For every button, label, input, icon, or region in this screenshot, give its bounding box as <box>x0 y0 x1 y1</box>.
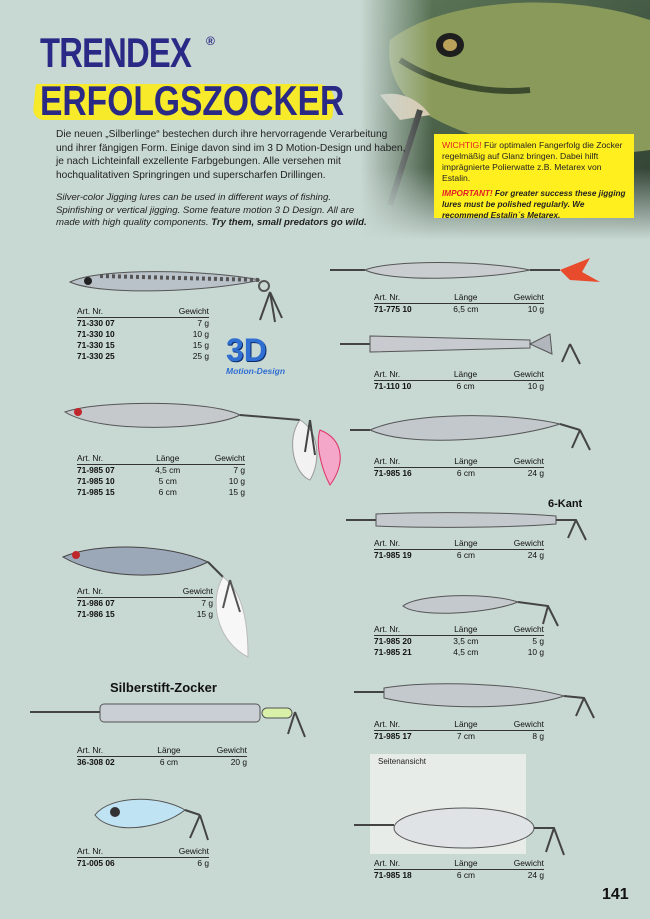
table-row <box>77 598 213 610</box>
table-row <box>77 609 213 620</box>
art-nr-cell: 71-985 16 <box>374 468 412 478</box>
laenge-cell: 6,5 cm <box>453 304 479 314</box>
th-laenge: Länge <box>147 745 190 757</box>
notice-de-body: Für optimalen Fangerfolg die Zocker regelmäßig auf Glanz bringen. Dabei hilft imprägnierte Polierwatte z.B. Metarex von Estalin. <box>442 140 623 183</box>
gewicht-cell: 10 g <box>527 381 544 391</box>
gewicht-cell: 7 g <box>197 318 209 328</box>
table-row <box>374 550 544 562</box>
table-row <box>77 757 247 769</box>
gewicht-cell: 10 g <box>527 647 544 657</box>
art-nr-cell: 71-985 20 <box>374 636 412 646</box>
label-silberstift-zocker: Silberstift-Zocker <box>110 680 217 695</box>
laenge-cell: 6 cm <box>456 550 476 560</box>
gewicht-cell: 24 g <box>527 550 544 560</box>
spec-table-71-985-18 <box>374 858 544 881</box>
th-gewicht: Gewicht <box>488 719 544 731</box>
th-gewicht: Gewicht <box>487 369 544 381</box>
th-gewicht: Gewicht <box>489 624 544 636</box>
art-nr-cell: 71-330 15 <box>77 340 115 350</box>
notice-box <box>434 134 634 218</box>
th-laenge: Länge <box>145 453 190 465</box>
th-art: Art. Nr. <box>77 453 145 465</box>
brand-logo: TRENDEX <box>40 29 192 76</box>
intro-german: Die neuen „Silberlinge“ bestechen durch ihre hervorragende Verarbeitung und ihrer fängigen Form. Einige davon sind im 3 D Motion-Design und haben, je nach Lichteinfall exzellente Farbgebungen. Alle versehen mit hochqualitativen Springringen und superscharfen Drillingen. <box>56 129 406 181</box>
gewicht-cell: 15 g <box>228 487 245 497</box>
lure-71-985-16-image <box>350 410 600 450</box>
spec-table-71-985-a <box>77 453 245 498</box>
art-nr-cell: 71-986 07 <box>77 598 115 608</box>
th-art: Art. Nr. <box>374 456 444 468</box>
art-nr-cell: 71-330 07 <box>77 318 115 328</box>
table-row <box>77 487 245 498</box>
th-art: Art. Nr. <box>374 719 444 731</box>
side-view-label: Seitenansicht <box>378 757 427 766</box>
th-gewicht: Gewicht <box>488 456 544 468</box>
lure-36-308-image <box>30 702 310 742</box>
spec-table-71-775 <box>374 292 544 315</box>
table-row <box>77 318 209 330</box>
art-nr-cell: 71-330 10 <box>77 329 115 339</box>
label-6-kant: 6-Kant <box>548 498 583 510</box>
th-laenge: Länge <box>444 719 487 731</box>
table-row <box>77 351 209 362</box>
badge-motion-text: Motion-Design <box>226 366 286 376</box>
table-row <box>374 870 544 882</box>
table-row <box>77 340 209 351</box>
table-row <box>374 381 544 393</box>
laenge-cell: 6 cm <box>158 487 177 497</box>
laenge-cell: 5 cm <box>158 476 177 486</box>
table-row <box>374 468 544 480</box>
gewicht-cell: 6 g <box>197 858 209 868</box>
laenge-cell: 7 cm <box>456 731 476 741</box>
table-row <box>77 329 209 340</box>
spec-table-71-985-16 <box>374 456 544 479</box>
gewicht-cell: 10 g <box>192 329 209 339</box>
intro-english <box>56 192 376 230</box>
th-art: Art. Nr. <box>374 858 444 870</box>
page-number: 141 <box>602 886 629 903</box>
th-gewicht: Gewicht <box>489 292 544 304</box>
th-art: Art. Nr. <box>374 624 443 636</box>
spec-table-71-985-20 <box>374 624 544 658</box>
th-art: Art. Nr. <box>374 292 443 304</box>
art-nr-cell: 71-985 18 <box>374 870 412 880</box>
th-art: Art. Nr. <box>77 586 152 598</box>
th-gewicht: Gewicht <box>150 306 209 318</box>
gewicht-cell: 10 g <box>527 304 544 314</box>
table-row <box>77 465 245 477</box>
gewicht-cell: 15 g <box>196 609 213 619</box>
gewicht-cell: 7 g <box>233 465 245 475</box>
art-nr-cell: 71-985 07 <box>77 465 115 475</box>
lure-71-775-image <box>330 258 600 290</box>
badge-3d-text: 3D <box>226 332 267 368</box>
th-laenge: Länge <box>444 369 488 381</box>
art-nr-cell: 36-308 02 <box>77 757 115 767</box>
th-art: Art. Nr. <box>374 369 444 381</box>
gewicht-cell: 8 g <box>532 731 544 741</box>
art-nr-cell: 71-985 17 <box>374 731 412 741</box>
gewicht-cell: 15 g <box>192 340 209 350</box>
art-nr-cell: 71-985 15 <box>77 487 115 497</box>
page-title: ERFOLGSZOCKER <box>40 77 345 124</box>
intro-english-text: Silver-color Jigging lures can be used in different ways of fishing. Spinfishing or vertical jigging. Some feature motion 3 D Design. All are made with high quality components. <box>56 192 355 228</box>
art-nr-cell: 71-110 10 <box>374 381 412 391</box>
th-gewicht: Gewicht <box>488 858 544 870</box>
gewicht-cell: 20 g <box>230 757 247 767</box>
th-art: Art. Nr. <box>77 846 150 858</box>
th-art: Art. Nr. <box>374 538 444 550</box>
notice-en-body: For greater success these jigging lures must be polished regularly. We recommend Estalin´s Metarex. <box>442 189 626 220</box>
gewicht-cell: 24 g <box>527 468 544 478</box>
gewicht-cell: 24 g <box>527 870 544 880</box>
lure-71-985-19-image <box>346 508 596 540</box>
table-row <box>77 858 209 870</box>
spec-table-71-985-17 <box>374 719 544 742</box>
table-row <box>374 731 544 743</box>
intro-english-bold: Try them, small predators go wild. <box>211 217 367 228</box>
spec-table-36-308 <box>77 745 247 768</box>
gewicht-cell: 25 g <box>192 351 209 361</box>
spec-table-71-986 <box>77 586 213 620</box>
th-laenge: Länge <box>444 858 487 870</box>
laenge-cell: 6 cm <box>159 757 179 767</box>
laenge-cell: 6 cm <box>456 381 475 391</box>
th-gewicht: Gewicht <box>191 745 247 757</box>
table-row <box>374 636 544 648</box>
th-laenge: Länge <box>444 456 487 468</box>
th-gewicht: Gewicht <box>150 846 209 858</box>
notice-en-head: IMPORTANT! <box>442 189 493 198</box>
art-nr-cell: 71-985 21 <box>374 647 412 657</box>
th-gewicht: Gewicht <box>190 453 245 465</box>
spec-table-71-330 <box>77 306 209 362</box>
th-laenge: Länge <box>444 538 487 550</box>
spec-table-71-110 <box>374 369 544 392</box>
laenge-cell: 4,5 cm <box>155 465 181 475</box>
th-gewicht: Gewicht <box>488 538 544 550</box>
th-art: Art. Nr. <box>77 745 147 757</box>
gewicht-cell: 5 g <box>532 636 544 646</box>
art-nr-cell: 71-775 10 <box>374 304 412 314</box>
lure-71-985-18-image <box>354 800 604 860</box>
spec-table-71-005 <box>77 846 209 869</box>
table-row <box>374 647 544 658</box>
laenge-cell: 4,5 cm <box>453 647 479 657</box>
gewicht-cell: 10 g <box>228 476 245 486</box>
gewicht-cell: 7 g <box>201 598 213 608</box>
laenge-cell: 6 cm <box>456 870 476 880</box>
notice-de-head: WICHTIG! <box>442 140 482 150</box>
laenge-cell: 6 cm <box>456 468 476 478</box>
art-nr-cell: 71-985 19 <box>374 550 412 560</box>
laenge-cell: 3,5 cm <box>453 636 479 646</box>
art-nr-cell: 71-005 06 <box>77 858 115 868</box>
lure-71-985-17-image <box>354 680 604 720</box>
th-art: Art. Nr. <box>77 306 150 318</box>
art-nr-cell: 71-985 10 <box>77 476 115 486</box>
registered-mark: ® <box>206 34 215 48</box>
badge-3d <box>226 334 296 380</box>
lure-71-985-20-image <box>398 586 608 626</box>
th-gewicht: Gewicht <box>152 586 213 598</box>
table-row <box>374 304 544 316</box>
lure-71-005-image <box>90 790 220 850</box>
th-laenge: Länge <box>443 292 489 304</box>
table-row <box>77 476 245 487</box>
art-nr-cell: 71-330 25 <box>77 351 115 361</box>
th-laenge: Länge <box>443 624 489 636</box>
spec-table-71-985-19 <box>374 538 544 561</box>
lure-71-110-image <box>340 330 600 364</box>
art-nr-cell: 71-986 15 <box>77 609 115 619</box>
